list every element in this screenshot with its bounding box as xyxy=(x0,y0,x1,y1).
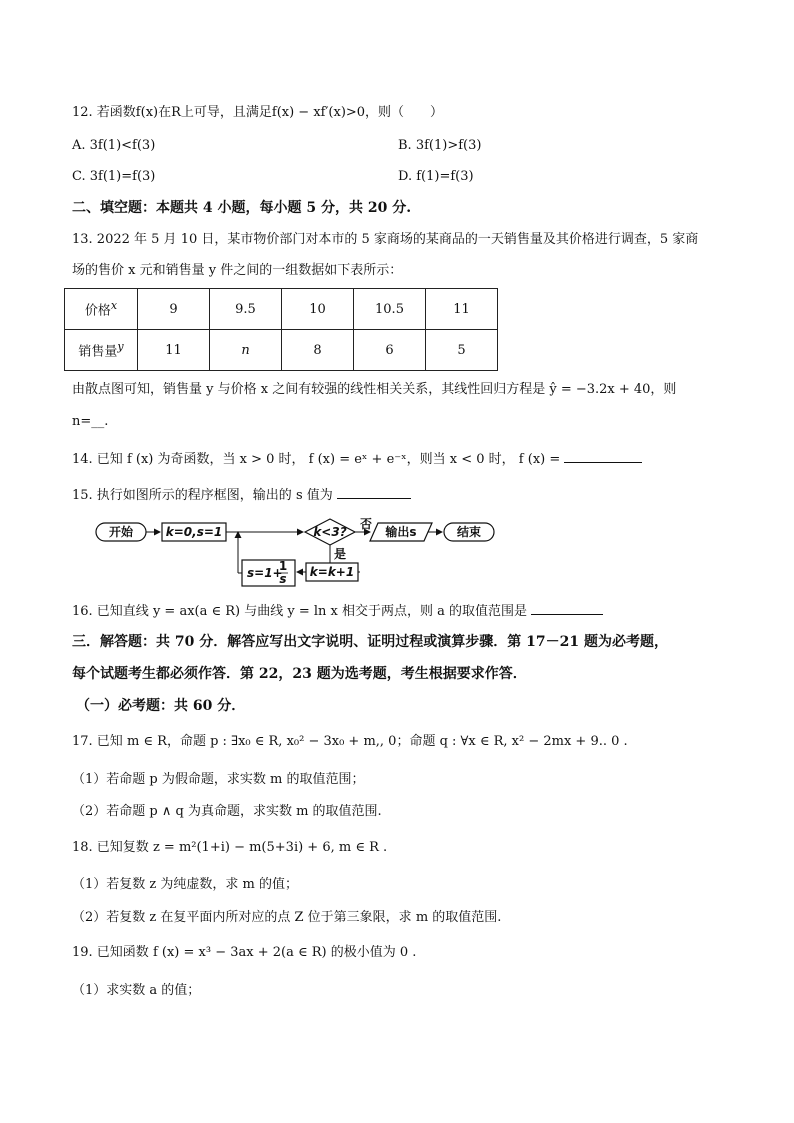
table-header-cell xyxy=(65,330,138,371)
section2-title: 二、填空题：本题共 4 小题，每小题 5 分，共 20 分. xyxy=(72,200,412,216)
q15-stem: 15. 执行如图所示的程序框图，输出的 s 值为 xyxy=(72,488,333,503)
flow-decision-label: k<3? xyxy=(313,525,347,539)
q14-stem: 14. 已知 f (x) 为奇函数，当 x > 0 时， f (x) = eˣ + e⁻ˣ，则当 x < 0 时， f (x) = xyxy=(72,452,561,467)
price-sales-table xyxy=(64,288,498,371)
table-cell: 8 xyxy=(282,330,354,371)
q12-option-d: D. f(1)=f(3) xyxy=(398,169,474,184)
q17-part1: （1）若命题 p 为假命题，求实数 m 的取值范围； xyxy=(72,772,365,787)
flow-yes-label: 是 xyxy=(334,547,347,561)
q14-text xyxy=(72,450,642,469)
flow-end-label: 结束 xyxy=(456,525,482,539)
table-row xyxy=(65,330,498,371)
table-cell: 11 xyxy=(426,289,498,330)
flow-no-label: 否 xyxy=(360,517,373,531)
flow-update-s-den: s xyxy=(279,572,287,586)
flow-update-k-label: k=k+1 xyxy=(309,565,355,579)
q16-stem: 16. 已知直线 y = ax(a ∈ R) 与曲线 y = ln x 相交于两点，则 a 的取值范围是 xyxy=(72,604,528,619)
table-cell: 5 xyxy=(426,330,498,371)
q14-answer-blank xyxy=(564,450,642,463)
section3-line1: 三．解答题：共 70 分．解答应写出文字说明、证明过程或演算步骤．第 17－21 题为必考题， xyxy=(72,634,668,650)
table-row xyxy=(65,289,498,330)
q13-line2: 场的售价 x 元和销售量 y 件之间的一组数据如下表所示： xyxy=(72,263,403,278)
q19-part1: （1）求实数 a 的值； xyxy=(72,983,201,998)
q15-answer-blank xyxy=(337,486,411,499)
table-cell: 6 xyxy=(354,330,426,371)
q18-part1: （1）若复数 z 为纯虚数，求 m 的值； xyxy=(72,877,298,892)
q13-line3: 由散点图可知，销售量 y 与价格 x 之间有较强的线性相关关系，其线性回归方程是 ŷ = −3.2x + 40，则 xyxy=(72,382,677,397)
q12-option-b: B. 3f(1)>f(3) xyxy=(398,138,482,153)
q12-option-a: A. 3f(1)<f(3) xyxy=(72,138,156,153)
row2-var: y xyxy=(117,340,124,354)
q18-stem: 18. 已知复数 z = m²(1+i) − m(5+3i) + 6, m ∈ R . xyxy=(72,840,388,855)
flow-init-label: k=0,s=1 xyxy=(165,525,223,539)
q18-part2: （2）若复数 z 在复平面内所对应的点 Z 位于第三象限，求 m 的取值范围. xyxy=(72,910,502,925)
section3-sub: （一）必考题：共 60 分． xyxy=(76,698,246,714)
row2-label: 销售量 xyxy=(78,344,118,360)
q15-text xyxy=(72,486,411,505)
flow-update-s-prefix: s=1+ xyxy=(247,566,283,580)
q13-line4: n=__. xyxy=(72,414,109,429)
table-cell: n xyxy=(210,330,282,371)
flow-output-label: 输出s xyxy=(385,525,417,539)
table-header-cell xyxy=(65,289,138,330)
q12-stem: 12. 若函数f(x)在R上可导，且满足f(x) − xf′(x)>0，则（ ） xyxy=(72,105,444,120)
q13-line1: 13. 2022 年 5 月 10 日，某市物价部门对本市的 5 家商场的某商品的一天销售量及其价格进行调查，5 家商 xyxy=(72,232,699,247)
row1-var: x xyxy=(110,299,118,313)
program-flowchart xyxy=(92,514,512,590)
q16-answer-blank xyxy=(531,602,603,615)
q19-stem: 19. 已知函数 f (x) = x³ − 3ax + 2(a ∈ R) 的极小值为 0 . xyxy=(72,945,417,960)
section3-line2: 每个试题考生都必须作答．第 22，23 题为选考题，考生根据要求作答． xyxy=(72,666,527,682)
flow-update-s-num: 1 xyxy=(278,559,288,573)
table-cell: 9 xyxy=(138,289,210,330)
row1-label: 价格 xyxy=(84,303,111,319)
table-cell: 9.5 xyxy=(210,289,282,330)
table-cell: 11 xyxy=(138,330,210,371)
table-cell: 10.5 xyxy=(354,289,426,330)
q16-text xyxy=(72,602,603,621)
table-cell: 10 xyxy=(282,289,354,330)
q17-part2: （2）若命题 p ∧ q 为真命题，求实数 m 的取值范围. xyxy=(72,804,382,819)
q17-stem: 17. 已知 m ∈ R，命题 p : ∃x₀ ∈ R, x₀² − 3x₀ + m,, 0；命题 q : ∀x ∈ R, x² − 2mx + 9.. 0 . xyxy=(72,734,628,749)
q12-option-c: C. 3f(1)=f(3) xyxy=(72,169,156,184)
flow-start-label: 开始 xyxy=(108,525,134,539)
